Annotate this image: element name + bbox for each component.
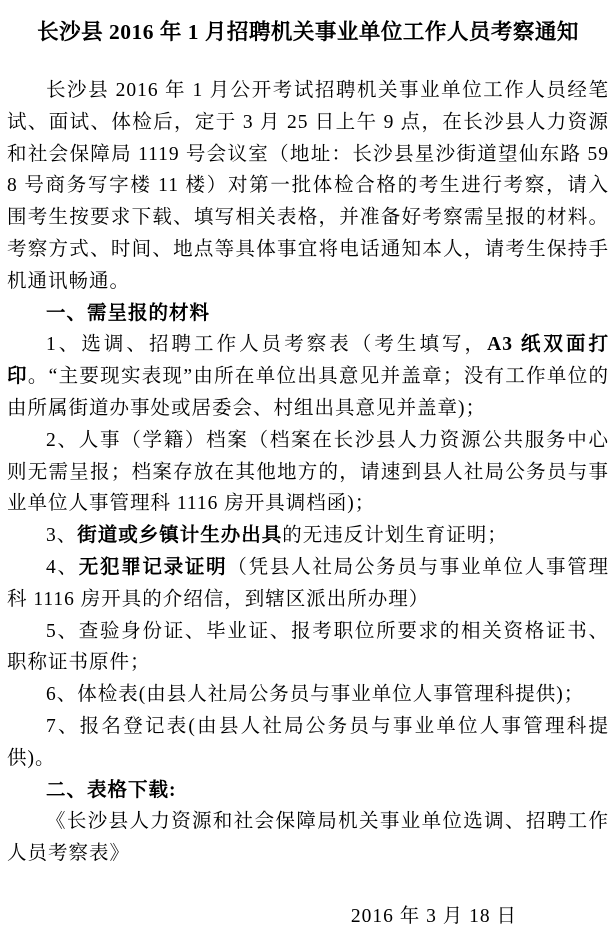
bold-text-segment: 街道或乡镇计生办出具	[77, 525, 283, 547]
material-item-5	[7, 616, 609, 680]
text-segment: 。“主要现实表现”由所在单位出具意见并盖章；没有工作单位的由所属街道办事处或居委会、村组出具意见并盖章)；	[7, 366, 609, 419]
material-item-1	[7, 329, 609, 424]
text-segment: 《长沙县人力资源和社会保障局机关事业单位选调、招聘工作人员考察表》	[7, 811, 609, 865]
material-item-2	[7, 425, 609, 520]
section-heading-download	[7, 775, 609, 807]
section-heading-materials	[7, 298, 609, 330]
material-item-4	[7, 552, 609, 616]
download-form-title	[7, 806, 609, 870]
document-body	[7, 75, 609, 870]
text-segment: 7、报名登记表(由县人社局公务员与事业单位人事管理科提供)。	[7, 715, 609, 769]
text-segment: 1、选调、招聘工作人员考察表（考生填写，	[46, 334, 488, 356]
document-title: 长沙县 2016 年 1 月招聘机关事业单位工作人员考察通知	[37, 20, 579, 44]
text-segment: （凭县人社局公务员与事业单位人事管理科 1116 房开具的介绍信，到辖区派出所办理）	[7, 556, 609, 610]
document-date: 2016 年 3 月 18 日	[350, 905, 517, 927]
text-segment: 4、	[46, 556, 79, 578]
material-item-3	[7, 520, 609, 552]
text-segment: 2、人事（学籍）档案（档案在长沙县人力资源公共服务中心则无需呈报；档案存放在其他地方的，请速到县人社局公务员与事业单位人事管理科 1116 房开具调档函)；	[7, 429, 609, 515]
text-segment: 3、	[46, 525, 78, 547]
bold-text-segment: 无犯罪记录证明	[78, 556, 228, 578]
bold-text-segment: 一、需呈报的材料	[46, 302, 211, 324]
bold-text-segment: A3 纸双面打印	[7, 334, 609, 388]
text-segment: 5、查验身份证、毕业证、报考职位所要求的相关资格证书、职称证书原件；	[7, 620, 609, 674]
text-segment: 的无违反计划生育证明；	[282, 525, 508, 547]
intro-paragraph	[7, 75, 609, 298]
text-segment: 长沙县 2016 年 1 月公开考试招聘机关事业单位工作人员经笔试、面试、体检后，定于 3 月 25 日上午 9 点，在长沙县人力资源和社会保障局 1119 号会议室（地址：长沙县星沙街道望仙东路 598 号商务写字楼 11 楼）对第一批体检合格的考生进行考察，请入围考生按要求下载、填写相关表格，并准备好考察需呈报的材料。考察方式、时间、地点等具体事宜将电话通知本人，请考生保持手机通讯畅通。	[7, 80, 609, 292]
bold-text-segment: 二、表格下载:	[46, 779, 177, 801]
material-item-6	[7, 679, 609, 711]
text-segment: 6、体检表(由县人社局公务员与事业单位人事管理科提供)；	[46, 684, 585, 706]
material-item-7	[7, 711, 609, 775]
